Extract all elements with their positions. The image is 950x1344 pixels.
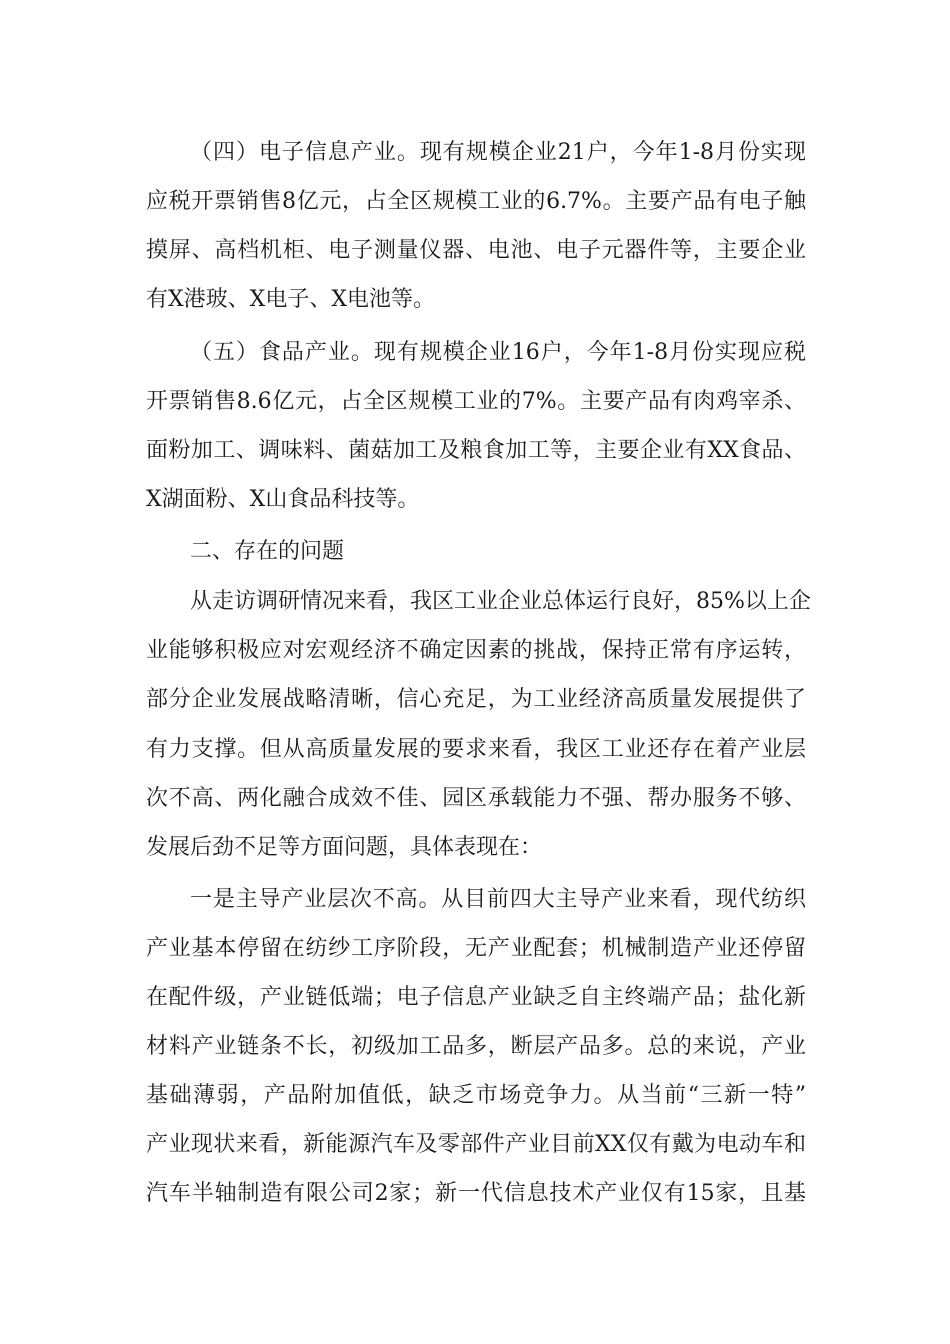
text-line: （四）电子信息产业。现有规模企业21户，今年1-8月份实现 [190, 140, 806, 165]
text-line: 一是主导产业层次不高。从目前四大主导产业来看，现代纺织 [190, 887, 806, 912]
text-line: 发展后劲不足等方面问题，具体表现在： [146, 835, 543, 860]
text-line: 材料产业链条不长，初级加工品多，断层产品多。总的来说，产业 [146, 1034, 806, 1059]
text-line: 在配件级，产业链低端；电子信息产业缺乏自主终端产品；盐化新 [146, 985, 806, 1010]
text-line: 汽车半轴制造有限公司2家；新一代信息技术产业仅有15家，且基 [146, 1181, 806, 1206]
text-line: 产业现状来看，新能源汽车及零部件产业目前XX仅有戴为电动车和 [146, 1132, 806, 1157]
text-line: 从走访调研情况来看，我区工业企业总体运行良好，85%以上企 [190, 589, 811, 614]
text-line: 有力支撑。但从高质量发展的要求来看，我区工业还存在着产业层 [146, 737, 806, 762]
text-line: （五）食品产业。现有规模企业16户，今年1-8月份实现应税 [190, 340, 806, 365]
text-line: 业能够积极应对宏观经济不确定因素的挑战，保持正常有序运转， [146, 638, 806, 663]
text-line: 产业基本停留在纺纱工序阶段，无产业配套；机械制造产业还停留 [146, 936, 806, 961]
text-line: 次不高、两化融合成效不佳、园区承载能力不强、帮办服务不够、 [146, 786, 806, 811]
text-line: X湖面粉、X山食品科技等。 [146, 487, 420, 512]
text-line: 应税开票销售8亿元，占全区规模工业的6.7%。主要产品有电子触 [146, 189, 806, 214]
text-line: 开票销售8.6亿元，占全区规模工业的7%。主要产品有肉鸡宰杀、 [146, 389, 806, 414]
text-line: 有X港玻、X电子、X电池等。 [146, 287, 435, 312]
text-line: 面粉加工、调味料、菌菇加工及粮食加工等，主要企业有XX食品、 [146, 438, 806, 463]
text-line: 部分企业发展战略清晰，信心充足，为工业经济高质量发展提供了 [146, 687, 806, 712]
text-line: 摸屏、高档机柜、电子测量仪器、电池、电子元器件等，主要企业 [146, 238, 806, 263]
section-heading: 二、存在的问题 [190, 539, 345, 564]
text-line: 基础薄弱，产品附加值低，缺乏市场竞争力。从当前“三新一特” [146, 1083, 806, 1108]
